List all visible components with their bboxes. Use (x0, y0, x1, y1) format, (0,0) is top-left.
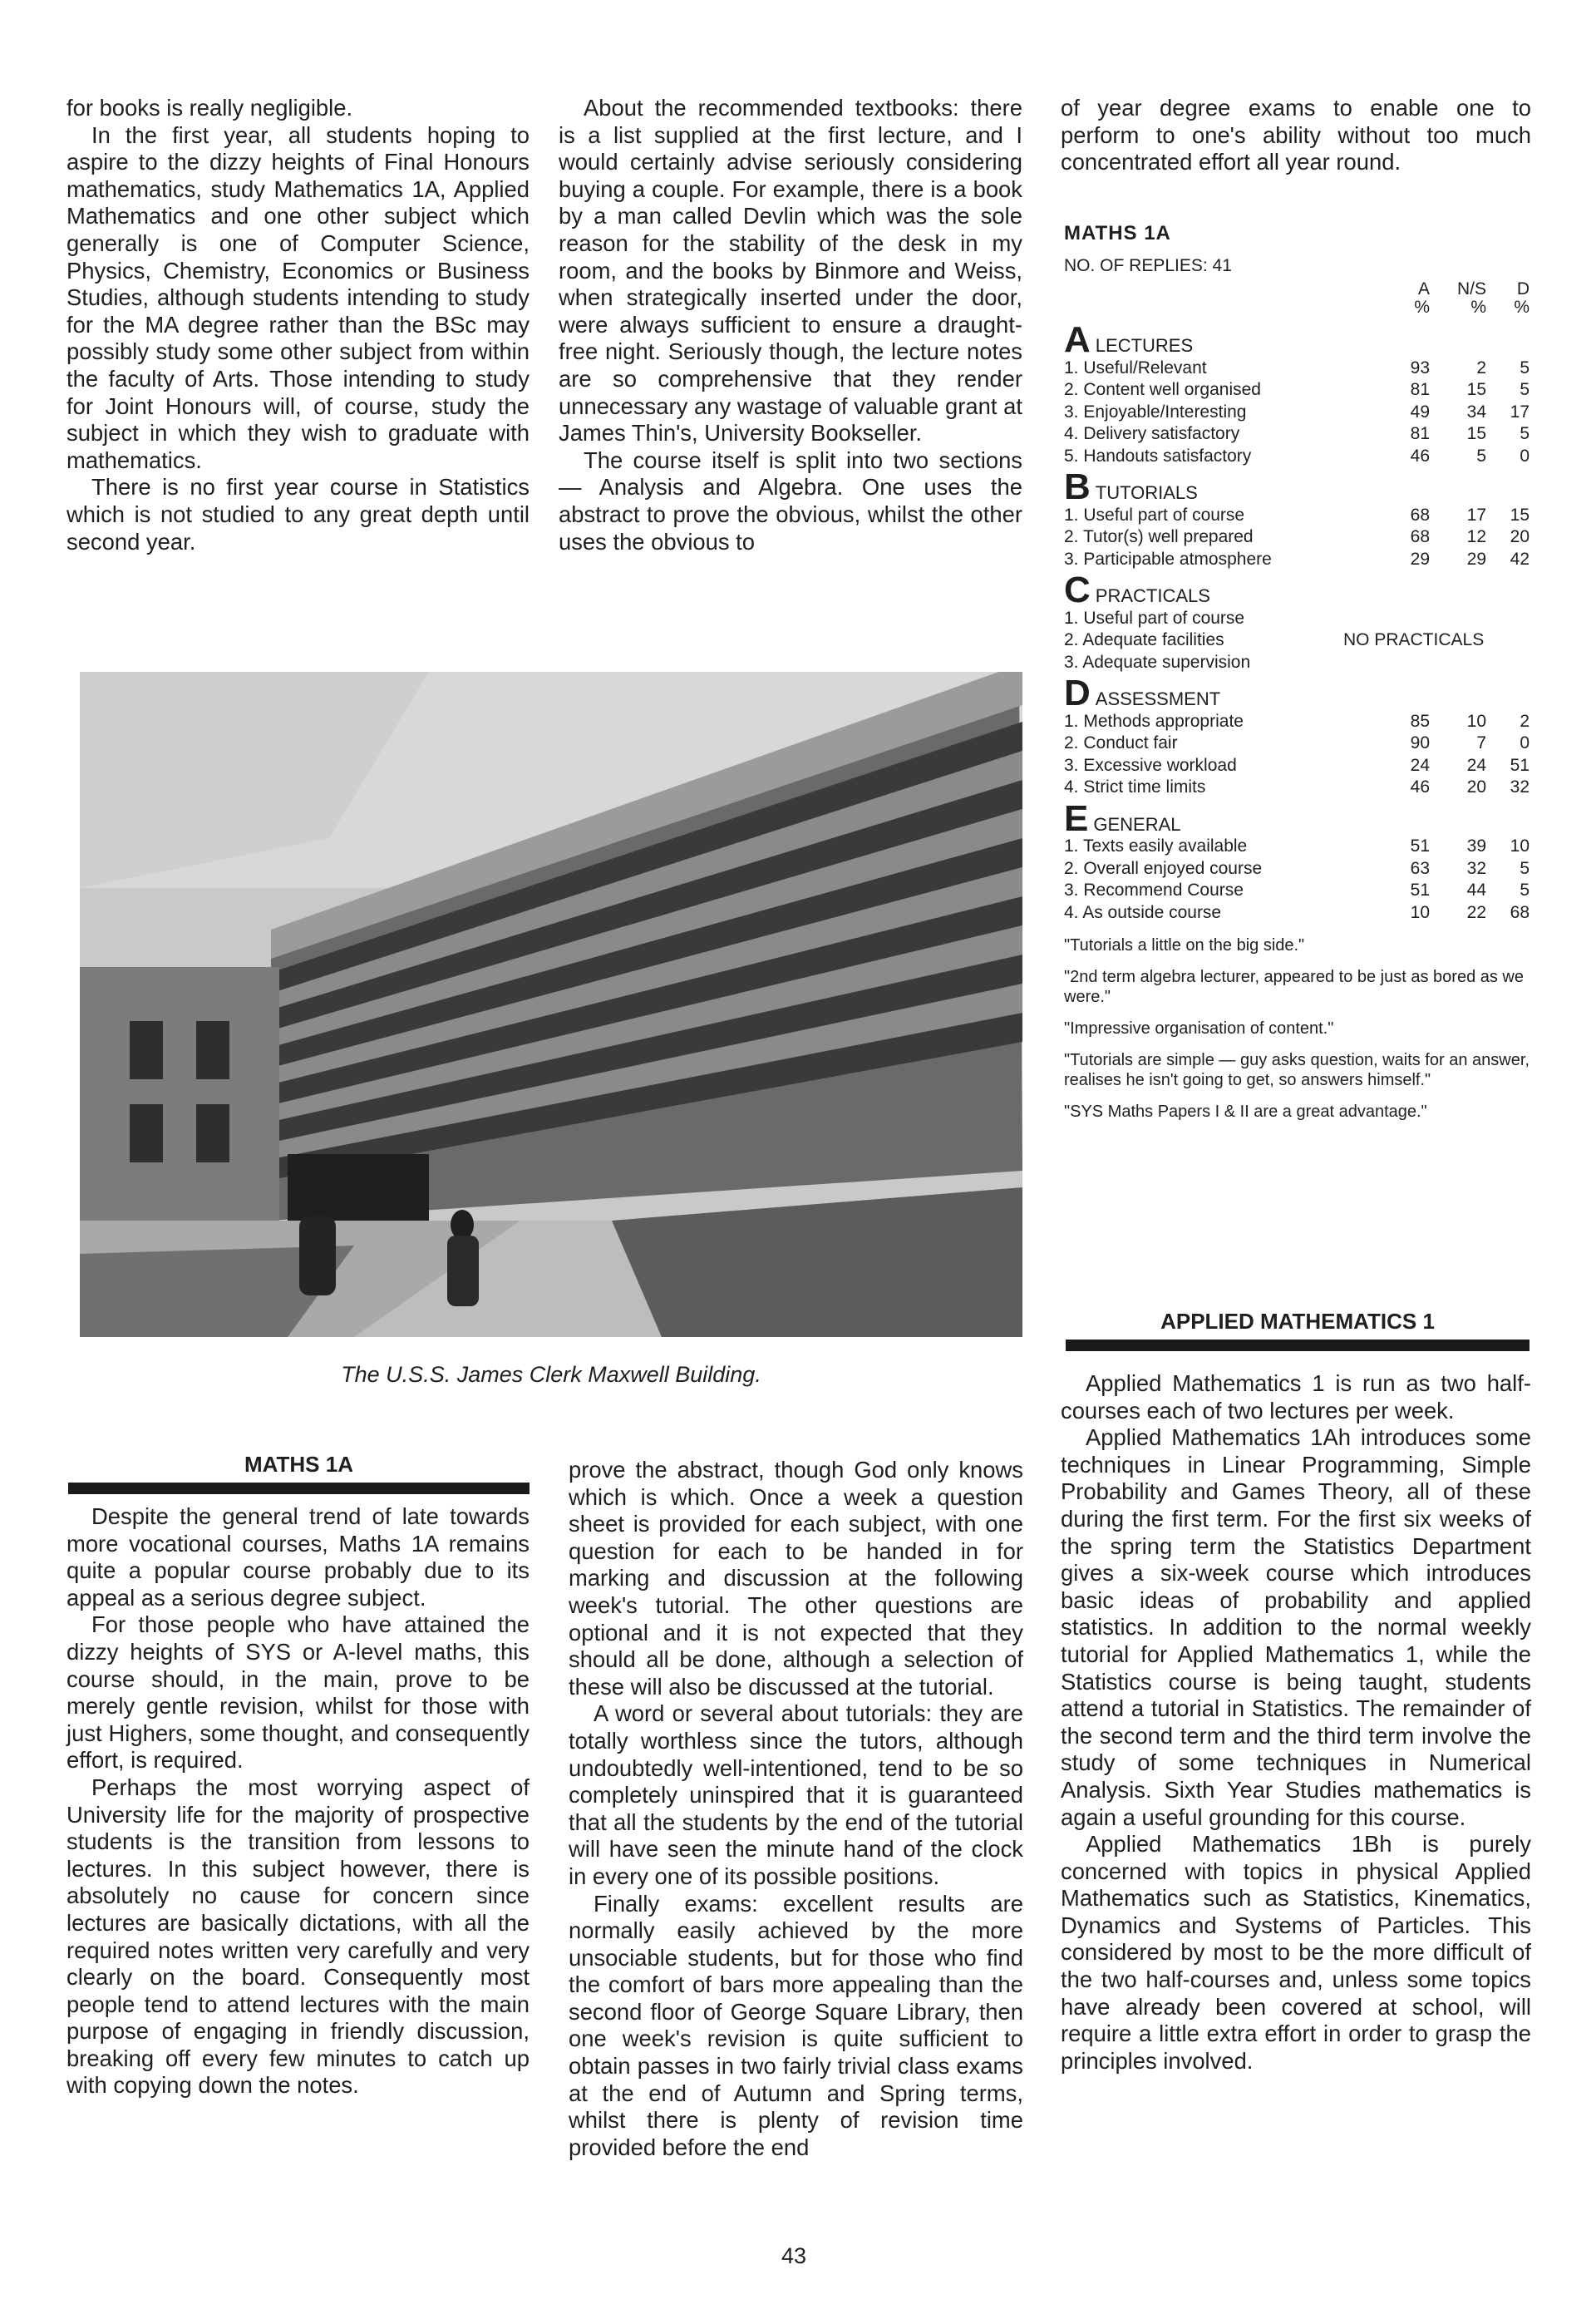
survey-row (1064, 858, 1531, 881)
row-value-a: 90 (1410, 733, 1430, 752)
survey-row (1064, 446, 1531, 468)
row-label: 3. Recommend Course (1064, 881, 1244, 900)
section-letter: C (1064, 570, 1091, 610)
row-label: 1. Useful part of course (1064, 505, 1245, 525)
row-value-ns: 32 (1466, 858, 1486, 878)
survey-row (1064, 777, 1531, 799)
survey-row (1064, 733, 1531, 755)
row-value-d: 5 (1520, 358, 1530, 377)
row-value-d: 5 (1520, 380, 1530, 399)
survey-row (1064, 423, 1531, 446)
photo-caption: The U.S.S. James Clerk Maxwell Building. (341, 1362, 761, 1387)
survey-row (1064, 902, 1531, 925)
row-value-ns: 44 (1466, 881, 1486, 900)
paragraph: Applied Mathematics 1 is run as two half-courses each of two lectures per week. (1061, 1370, 1531, 1424)
column-2-top-text (559, 95, 1022, 555)
survey-quote: "Tutorials are simple — guy asks question, waits for an answer, realises he isn't going to get, so answers himself." (1064, 1051, 1530, 1089)
row-value-a: 68 (1410, 527, 1430, 546)
paragraph: Despite the general trend of late towards more vocational courses, Maths 1A remains quite a popular course probably due to its appeal as a serious degree subject. (66, 1503, 530, 1611)
heading-bar (1066, 1340, 1530, 1351)
survey-section-heading (1064, 319, 1531, 360)
col-a-header: A % (1414, 279, 1430, 317)
section-letter: B (1064, 466, 1091, 507)
survey-quote: "2nd term algebra lecturer, appeared to be just as bored as we were." (1064, 968, 1524, 1006)
survey-body (1064, 319, 1531, 924)
survey-quote: "Impressive organisation of content." (1064, 1019, 1334, 1038)
row-label: 4. As outside course (1064, 902, 1222, 922)
row-value-a: 63 (1410, 858, 1430, 878)
survey-section-heading (1064, 466, 1531, 507)
row-label: 3. Enjoyable/Interesting (1064, 402, 1247, 422)
survey-quote: "Tutorials a little on the big side." (1064, 936, 1305, 955)
row-value-a: 81 (1410, 380, 1430, 399)
row-value-a: 24 (1410, 755, 1430, 775)
paragraph: In the first year, all students hoping to aspire to the dizzy heights of Final Honours mathematics, study Mathematics 1A, Applied Mathematics and one other subject which generally is one of Computer Science, Physics, Chemistry, Economics or Business Studies, although students intending to study for the MA degree rather than the BSc may possibly study some other subject from within the faculty of Arts. Those intending to study for Joint Honours will, of course, study the subject in which they wish to graduate with mathematics. (66, 121, 530, 473)
survey-column-headers (1064, 280, 1531, 320)
survey-row (1064, 526, 1531, 549)
survey-row (1064, 379, 1531, 402)
paragraph: Applied Mathematics 1Bh is purely concerned with topics in physical Applied Mathematics such as Statistics, Kinematics, Dynamics and Systems of Particles. This considered by most to be the more difficult of the two half-courses and, unless some topics have already been covered at school, will require a little extra effort in order to grasp the principles involved. (1061, 1831, 1531, 2074)
row-value-a: 85 (1410, 711, 1430, 731)
row-value-d: 42 (1510, 549, 1530, 569)
row-value-ns: 22 (1466, 902, 1486, 922)
paragraph: Applied Mathematics 1Ah introduces some techniques in Linear Programming, Simple Probability and Games Theory, all of these during the first term. For the first six weeks of the spring term the Statistics Department gives a six-week course which introduces basic ideas of probability and applied statistics. In addition to the normal weekly tutorial for Applied Mathematics 1, while the Statistics course is being taught, students attend a tutorial in Statistics. The remainder of the second term and the third term involve the study of some techniques in Numerical Analysis. Sixth Year Studies mathematics is again a useful grounding for this course. (1061, 1424, 1531, 1830)
row-value-ns: 2 (1476, 358, 1486, 377)
paragraph: Finally exams: excellent results are normally easily achieved by the more unsociable students, but for those who find the comfort of bars more appealing than the second floor of George Square Library, then one week's revision is quite sufficient to obtain passes in two fairly trivial class exams at the end of Autumn and Spring terms, whilst there is plenty of revision time provided before the end (569, 1890, 1023, 2160)
paragraph: prove the abstract, though God only knows which is which. Once a week a question sheet is provided for each subject, with one question for each to be handed in for marking and discussion at the following week's tutorial. The other questions are optional and it is not expected that they should all be done, although a selection of these will also be discussed at the tutorial. (569, 1457, 1023, 1700)
column-3-bottom-text (1061, 1370, 1531, 2075)
row-label: 2. Adequate facilities (1064, 630, 1224, 649)
no-practicals-note: NO PRACTICALS (1343, 630, 1485, 649)
row-value-a: 51 (1410, 836, 1430, 856)
row-value-ns: 12 (1466, 527, 1486, 546)
survey-quote: "SYS Maths Papers I & II are a great advantage." (1064, 1103, 1427, 1121)
row-value-a: 46 (1410, 777, 1430, 797)
section-letter: A (1064, 319, 1091, 360)
row-value-ns: 7 (1476, 733, 1486, 752)
row-value-ns: 34 (1466, 402, 1486, 422)
row-value-ns: 10 (1466, 711, 1486, 731)
section-name: LECTURES (1095, 335, 1194, 356)
row-value-ns: 20 (1466, 777, 1486, 797)
row-value-ns: 39 (1466, 836, 1486, 856)
maths-1a-heading (68, 1452, 530, 1494)
row-value-a: 29 (1410, 549, 1430, 569)
row-label: 4. Delivery satisfactory (1064, 424, 1240, 443)
paragraph: Perhaps the most worrying aspect of University life for the majority of prospective students is the transition from lessons to lectures. In this subject however, there is absolutely no cause for concern since lectures are basically dictations, with all the required notes written very carefully and very clearly on the board. Consequently most people tend to attend lectures with the main purpose of engaging in friendly discussion, breaking off every few minutes to catch up with copying down the notes. (66, 1774, 530, 2099)
survey-row (1064, 629, 1531, 652)
row-label: 2. Conduct fair (1064, 733, 1178, 752)
row-value-ns: 15 (1466, 424, 1486, 443)
section-letter: D (1064, 673, 1091, 713)
row-value-d: 20 (1510, 527, 1530, 546)
survey-row (1064, 505, 1531, 527)
row-label: 1. Methods appropriate (1064, 711, 1244, 731)
column-2-bottom-text (569, 1457, 1023, 2161)
paragraph: A word or several about tutorials: they are totally worthless since the tutors, although undoubtedly well-intentioned, tend to be so completely uninspired that it is guaranteed that all the students by the end of the tutorial will have seen the minute hand of the clock in every one of its possible positions. (569, 1700, 1023, 1889)
survey-section-heading (1064, 673, 1531, 713)
row-label: 5. Handouts satisfactory (1064, 446, 1252, 466)
heading-text: APPLIED MATHEMATICS 1 (1160, 1309, 1435, 1334)
heading-text: MATHS 1A (244, 1452, 353, 1477)
survey-row (1064, 836, 1531, 858)
row-label: 1. Useful part of course (1064, 608, 1245, 628)
row-value-d: 0 (1520, 733, 1530, 752)
survey-row (1064, 402, 1531, 424)
row-value-d: 10 (1510, 836, 1530, 856)
survey-section-heading (1064, 797, 1531, 839)
row-value-d: 17 (1510, 402, 1530, 422)
row-value-a: 49 (1410, 402, 1430, 422)
col-d-header: D % (1514, 279, 1530, 317)
row-value-a: 10 (1410, 902, 1430, 922)
row-value-d: 15 (1510, 505, 1530, 525)
section-letter: E (1064, 797, 1089, 839)
page-number: 43 (781, 2243, 807, 2268)
row-value-d: 51 (1510, 755, 1530, 775)
paragraph: There is no first year course in Statistics which is not studied to any great depth until second year. (66, 474, 530, 555)
survey-row (1064, 755, 1531, 777)
row-value-a: 46 (1410, 446, 1430, 466)
row-value-ns: 17 (1466, 505, 1486, 525)
row-value-d: 2 (1520, 711, 1530, 731)
survey-replies: NO. OF REPLIES: 41 (1064, 255, 1232, 275)
paragraph: of year degree exams to enable one to perform to one's ability without too much concentrated effort all year round. (1061, 95, 1531, 175)
row-value-a: 93 (1410, 358, 1430, 377)
section-name: TUTORIALS (1095, 482, 1198, 503)
survey-title: MATHS 1A (1064, 222, 1171, 244)
applied-mathematics-heading (1066, 1309, 1530, 1351)
section-name: ASSESSMENT (1095, 688, 1221, 709)
survey-row (1064, 358, 1531, 380)
section-name: GENERAL (1093, 813, 1181, 835)
row-label: 2. Content well organised (1064, 380, 1261, 399)
column-3-top-text (1061, 95, 1531, 176)
survey-row (1064, 880, 1531, 902)
column-1-bottom-text (66, 1503, 530, 2099)
row-value-a: 81 (1410, 424, 1430, 443)
row-label: 3. Excessive workload (1064, 755, 1237, 775)
row-label: 1. Useful/Relevant (1064, 358, 1207, 377)
row-value-d: 0 (1520, 446, 1530, 466)
paragraph: for books is really negligible. (66, 95, 353, 121)
paragraph: For those people who have attained the dizzy heights of SYS or A-level maths, this course should, in the main, prove to be merely gentle revision, whilst for those with just Highers, some thought, and consequently effort, is required. (66, 1611, 530, 1774)
survey-row (1064, 549, 1531, 571)
survey-table (1064, 223, 1531, 1122)
row-label: 3. Adequate supervision (1064, 652, 1251, 672)
building-photo (80, 672, 1022, 1337)
paragraph: About the recommended textbooks: there is a list supplied at the first lecture, and I would certainly advise seriously considering buying a couple. For example, there is a book by a man called Devlin which was the sole reason for the stability of the desk in my room, and the books by Binmore and Weiss, when strategically inserted under the door, were always sufficient to ensure a draught-free night. Seriously though, the lecture notes are so comprehensive that they render unnecessary any wastage of valuable grant at James Thin's, University Bookseller. (559, 95, 1022, 447)
survey-row (1064, 711, 1531, 733)
row-value-d: 32 (1510, 777, 1530, 797)
row-label: 1. Texts easily available (1064, 836, 1248, 856)
row-value-d: 68 (1510, 902, 1530, 922)
row-label: 3. Participable atmosphere (1064, 549, 1272, 569)
row-value-d: 5 (1520, 881, 1530, 900)
row-value-ns: 29 (1466, 549, 1486, 569)
survey-section-heading (1064, 570, 1531, 610)
row-value-d: 5 (1520, 858, 1530, 878)
row-value-a: 68 (1410, 505, 1430, 525)
row-label: 4. Strict time limits (1064, 777, 1206, 797)
row-value-d: 5 (1520, 424, 1530, 443)
row-value-ns: 15 (1466, 380, 1486, 399)
column-1-top-text (66, 95, 530, 555)
row-value-ns: 24 (1466, 755, 1486, 775)
row-value-a: 51 (1410, 881, 1430, 900)
paragraph: The course itself is split into two sections — Analysis and Algebra. One uses the abstract to prove the obvious, whilst the other uses the obvious to (559, 447, 1022, 555)
survey-row (1064, 608, 1531, 630)
row-label: 2. Overall enjoyed course (1064, 858, 1263, 878)
survey-row (1064, 652, 1531, 674)
section-name: PRACTICALS (1095, 585, 1210, 606)
row-label: 2. Tutor(s) well prepared (1064, 527, 1254, 546)
row-value-ns: 5 (1476, 446, 1486, 466)
col-ns-header: N/S % (1456, 279, 1486, 317)
heading-bar (68, 1483, 530, 1494)
